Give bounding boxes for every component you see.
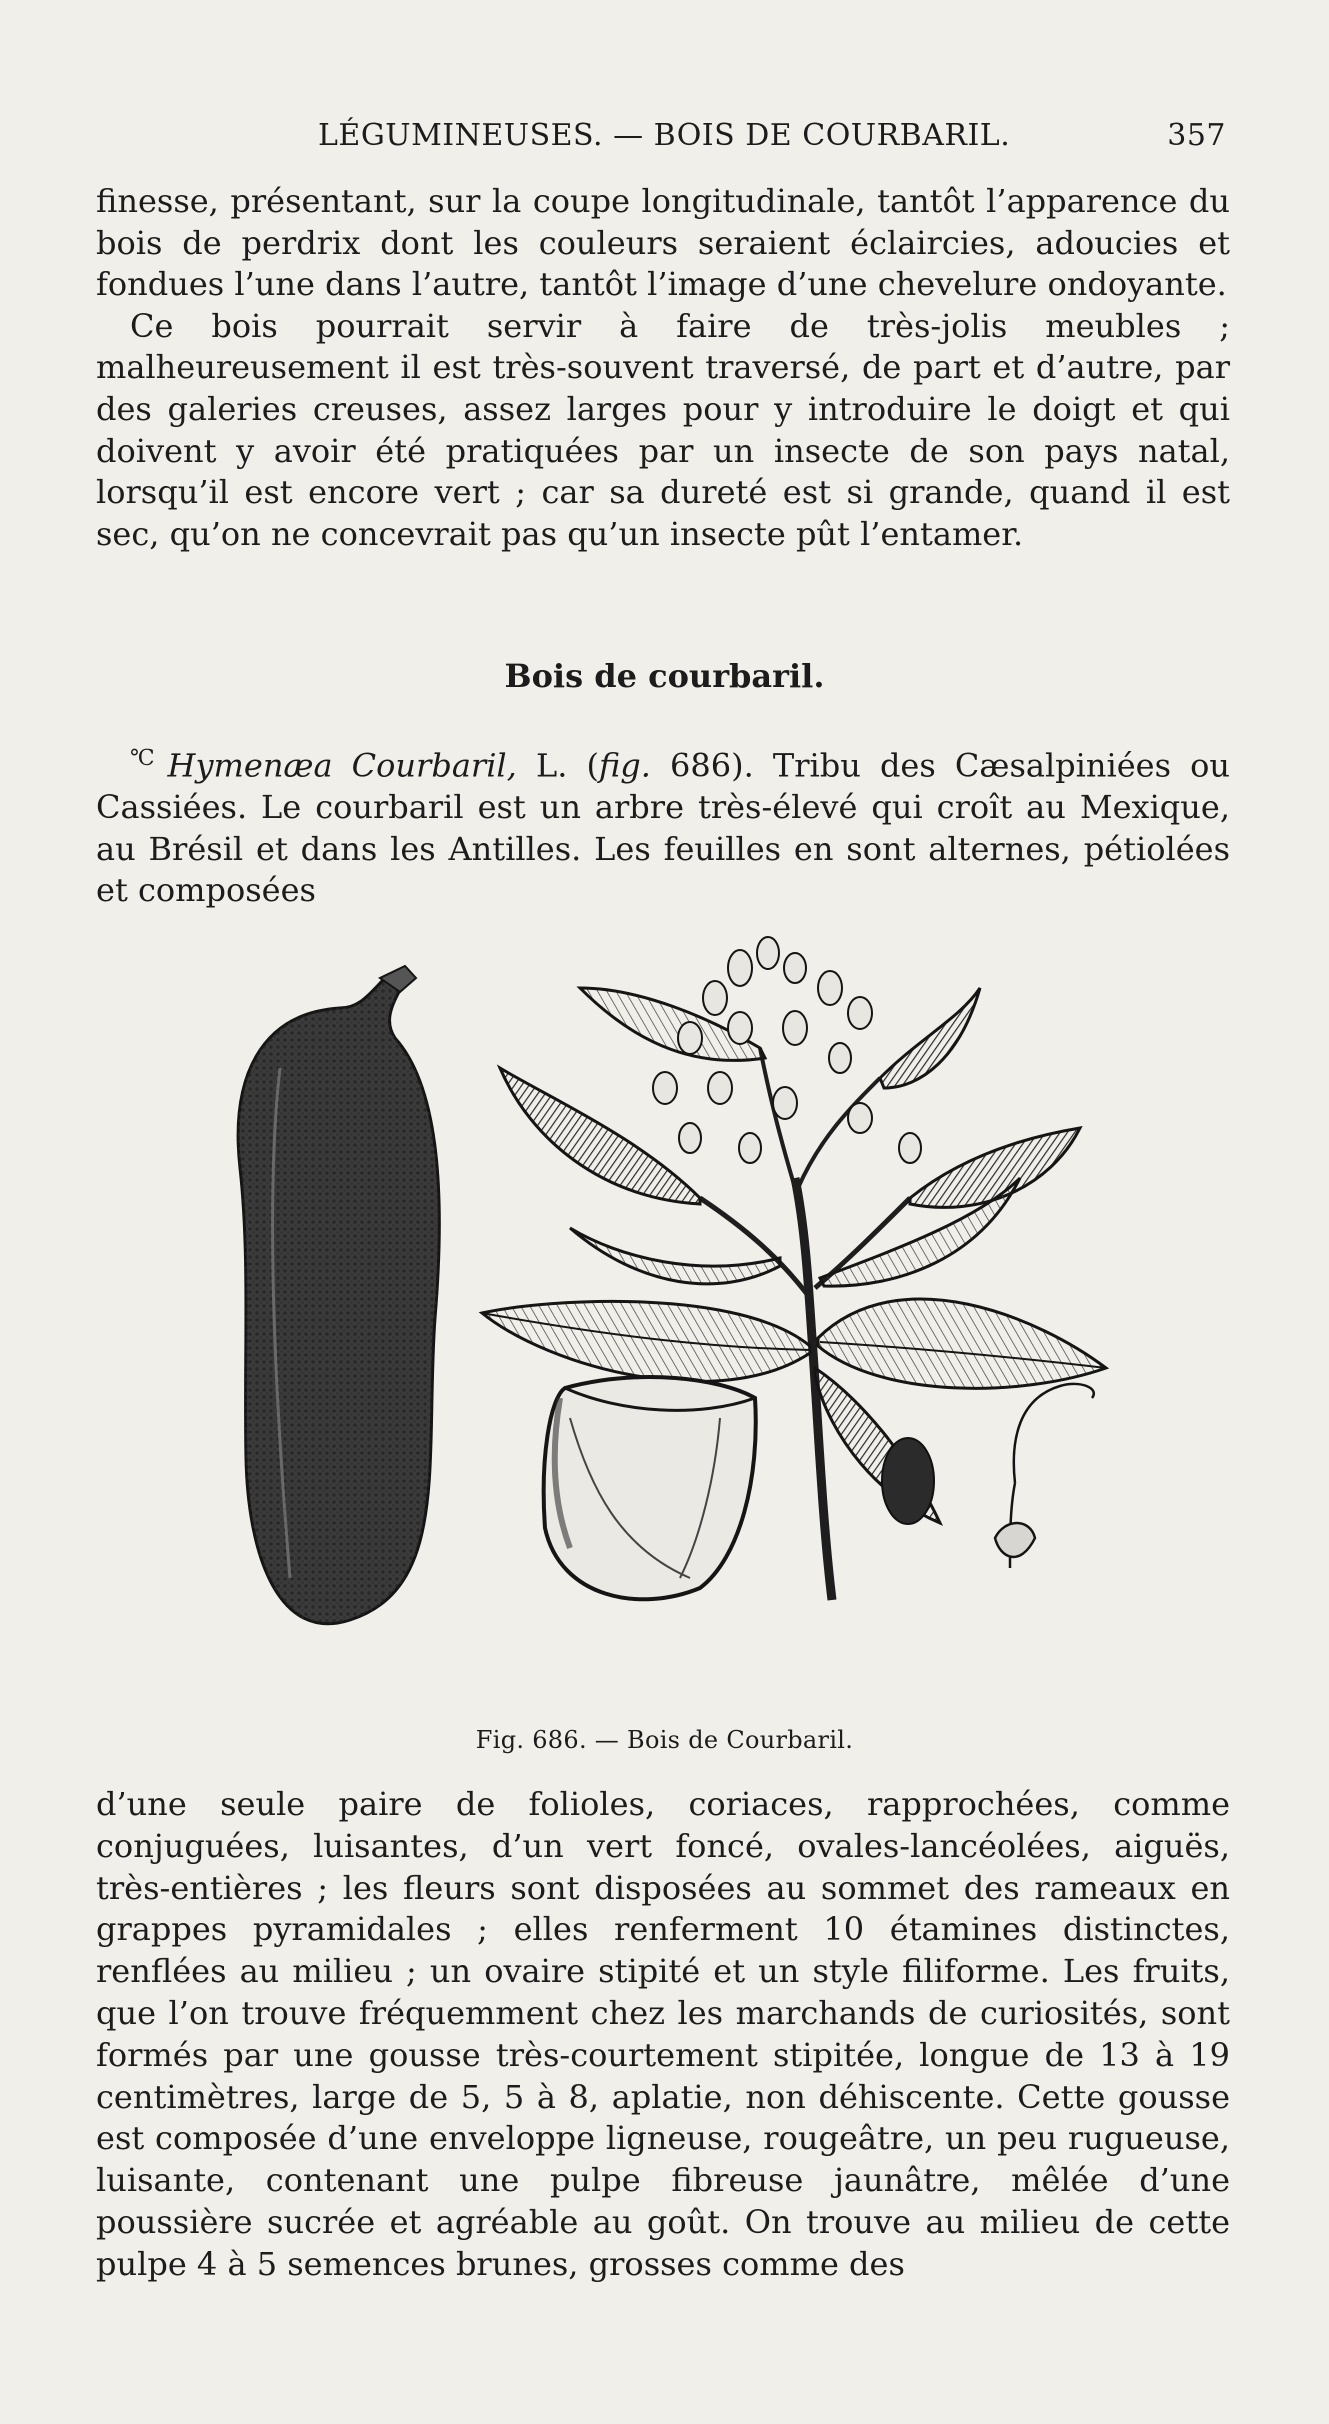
page-number: 357 [1167, 118, 1226, 153]
text-block-intro [96, 738, 1230, 912]
paragraph: Ce bois pourrait servir à faire de très-jolis meubles ; malheureusement il est très-souvent traversé, de part et d’autre, par des galeries creuses, assez larges pour y introduire le doigt et qui doivent y avoir été pratiquées par un insecte de son pays natal, lorsqu’il est encore vert ; car sa dureté est si grande, quand il est sec, qu’on ne concevrait pas qu’un insecte pût l’entamer. [96, 306, 1230, 553]
paragraph: d’une seule paire de folioles, coriaces, rapprochées, comme conjuguées, luisantes, d’un vert foncé, ovales-lancéolées, aiguës, très-entières ; les fleurs sont disposées au sommet des rameaux en grappes pyramidales ; elles renferment 10 étamines distinctes, renflées au milieu ; un ovaire stipité et un style filiforme. Les fruits, que l’on trouve fréquemment chez les marchands de curiosités, sont formés par une gousse très-courtement stipitée, longue de 13 à 19 centimètres, large de 5, 5 à 8, aplatie, non déhiscente. Cette gousse est composée d’une enveloppe ligneuse, rougeâtre, un peu rugueuse, luisante, contenant une pulpe fibreuse jaunâtre, mêlée d’une poussière sucrée et agréable au goût. On trouve au milieu de cette pulpe 4 à 5 semences brunes, grosses comme des [96, 1785, 1230, 2283]
courbaril-illustration [220, 898, 1140, 1728]
figure-caption: Fig. 686. — Bois de Courbaril. [475, 1726, 854, 1754]
text-block-top [96, 181, 1230, 555]
seed-drawing [882, 1438, 934, 1524]
page-header [96, 118, 1226, 162]
authority-text: L. ( [516, 746, 599, 785]
section-heading: Bois de courbaril. [504, 657, 825, 695]
intro-text: 686). Tribu des Cæsalpiniées ou Cassiées. Le courbaril est un arbre très-élevé qui croît au Mexique, au Brésil et dans les Antilles. Les feuilles en sont alternes, pétiolées et composées [96, 746, 1231, 910]
fruit-section-drawing [544, 1377, 756, 1599]
flower-detail-drawing [995, 1384, 1094, 1568]
text-block-bottom [96, 1784, 1230, 2286]
flower-cluster-drawing [653, 937, 921, 1163]
paragraph: finesse, présentant, sur la coupe longitudinale, tantôt l’apparence du bois de perdrix dont les couleurs seraient éclaircies, adoucies et fondues l’une dans l’autre, tantôt l’image d’une chevelure ondoyante. [96, 182, 1230, 304]
running-title: LÉGUMINEUSES. — BOIS DE COURBARIL. [318, 118, 1011, 153]
pod-drawing [238, 966, 439, 1624]
species-name: Hymenæa Courbaril, [167, 746, 517, 785]
fig-abbrev: fig. [598, 746, 651, 785]
margin-mark: ℃ [130, 746, 164, 771]
